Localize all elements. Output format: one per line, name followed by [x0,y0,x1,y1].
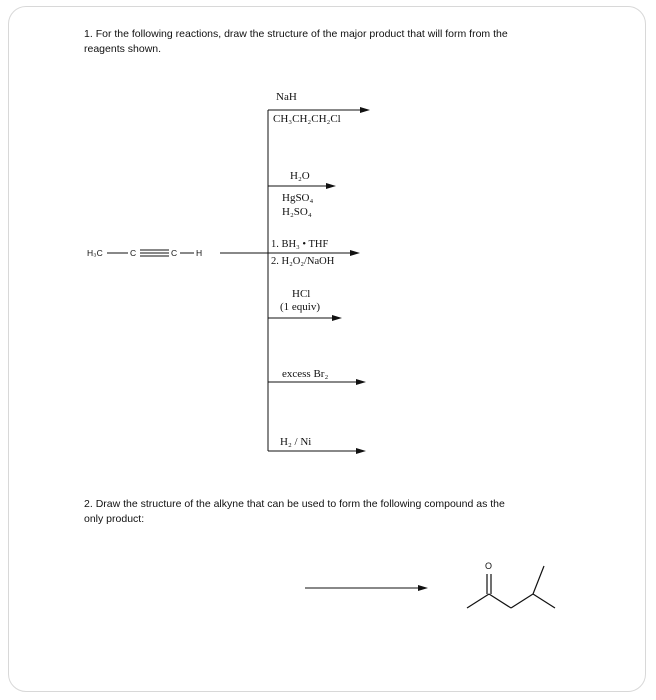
product-oxygen-label: O [485,561,493,571]
bond-c4-c5 [533,594,555,608]
reagent-3-line-1: 1. BH₃ • THF [271,239,329,250]
product-structure [467,566,555,608]
question-2-arrow [305,585,428,591]
arrow-reaction-2 [268,183,336,189]
reagent-5-line-1: excess Br₂ [282,368,329,380]
reagent-3-line-2: 2. H₂O₂/NaOH [271,256,335,267]
question-2-text [84,497,604,527]
question-2-line1: Draw the structure of the alkyne that can be used to form the following compound as the [95,498,505,510]
alkyne-carbon-2: C [171,248,178,258]
reagent-2-line-3: H₂SO₄ [282,206,312,218]
reagent-4-line-2: (1 equiv) [280,301,321,313]
bond-c1-c2 [467,594,489,608]
arrow-reaction-4 [268,315,342,321]
methyl-label: H₃C [87,248,103,258]
alkyne-carbon-1: C [130,248,137,258]
question-2-number: 2. [84,498,93,510]
bond-c3-c4 [511,594,533,608]
question-1-number: 1. [84,28,93,40]
question-1-line1: For the following reactions, draw the structure of the major product that will form from the [95,28,508,40]
reagent-2-line-2: HgSO₄ [282,192,314,204]
question-2-line2: only product: [84,513,145,525]
question-1-line2: reagents shown. [84,43,162,55]
terminal-hydrogen: H [196,248,203,258]
bond-c4-methyl [533,566,544,594]
reagent-4-line-1: HCl [292,288,311,300]
reagent-2-line-1: H₂O [290,170,310,182]
arrow-reaction-6 [268,448,366,454]
reagent-1-line-1: NaH [276,91,297,103]
reagent-1-line-2: CH₃CH₂CH₂Cl [273,113,341,125]
bond-c2-c3 [489,594,511,608]
reagent-6-line-1: H₂ / Ni [280,436,312,448]
